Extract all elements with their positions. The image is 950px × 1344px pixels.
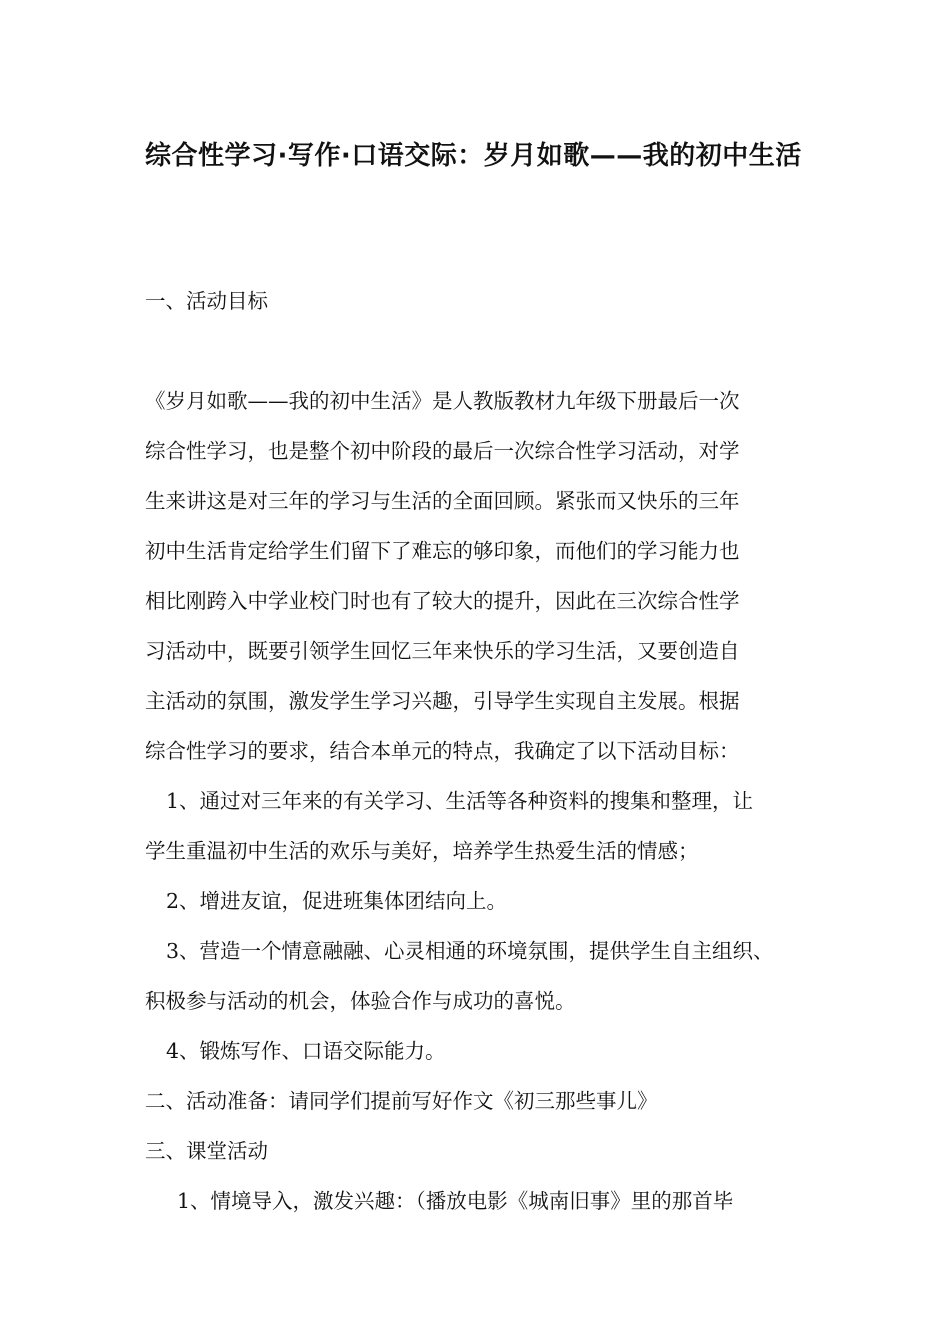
paragraph-line: 综合性学习的要求，结合本单元的特点，我确定了以下活动目标： bbox=[145, 739, 740, 763]
paragraph-line: 《岁月如歌——我的初中生活》是人教版教材九年级下册最后一次 bbox=[145, 389, 740, 413]
paragraph-line: 主活动的氛围，激发学生学习兴趣，引导学生实现自主发展。根据 bbox=[145, 689, 740, 713]
goal-item-1-cont: 学生重温初中生活的欢乐与美好，培养学生热爱生活的情感； bbox=[145, 839, 699, 863]
goal-item-2: 2、增进友谊，促进班集体团结向上。 bbox=[166, 889, 508, 913]
goal-item-3-cont: 积极参与活动的机会，体验合作与成功的喜悦。 bbox=[145, 989, 576, 1013]
paragraph-line: 初中生活肯定给学生们留下了难忘的够印象，而他们的学习能力也 bbox=[145, 539, 740, 563]
document-title: 综合性学习·写作·口语交际：岁月如歌——我的初中生活 bbox=[145, 141, 802, 171]
paragraph-line: 相比刚跨入中学业校门时也有了较大的提升，因此在三次综合性学 bbox=[145, 589, 740, 613]
activity-item-1: 1、情境导入，激发兴趣：（播放电影《城南旧事》里的那首毕 bbox=[177, 1189, 734, 1213]
paragraph-line: 综合性学习，也是整个初中阶段的最后一次综合性学习活动，对学 bbox=[145, 439, 740, 463]
goal-item-1: 1、通过对三年来的有关学习、生活等各种资料的搜集和整理，让 bbox=[166, 789, 754, 813]
paragraph-line: 习活动中，既要引领学生回忆三年来快乐的学习生活，又要创造自 bbox=[145, 639, 740, 663]
section-heading-activity: 三、课堂活动 bbox=[145, 1139, 268, 1163]
goal-item-3: 3、营造一个情意融融、心灵相通的环境氛围，提供学生自主组织、 bbox=[166, 939, 774, 963]
goal-item-4: 4、锻炼写作、口语交际能力。 bbox=[166, 1039, 446, 1063]
paragraph-line: 生来讲这是对三年的学习与生活的全面回顾。紧张而又快乐的三年 bbox=[145, 489, 740, 513]
section-heading-goals: 一、活动目标 bbox=[145, 289, 268, 313]
section-heading-preparation: 二、活动准备：请同学们提前写好作文《初三那些事儿》 bbox=[145, 1089, 658, 1113]
